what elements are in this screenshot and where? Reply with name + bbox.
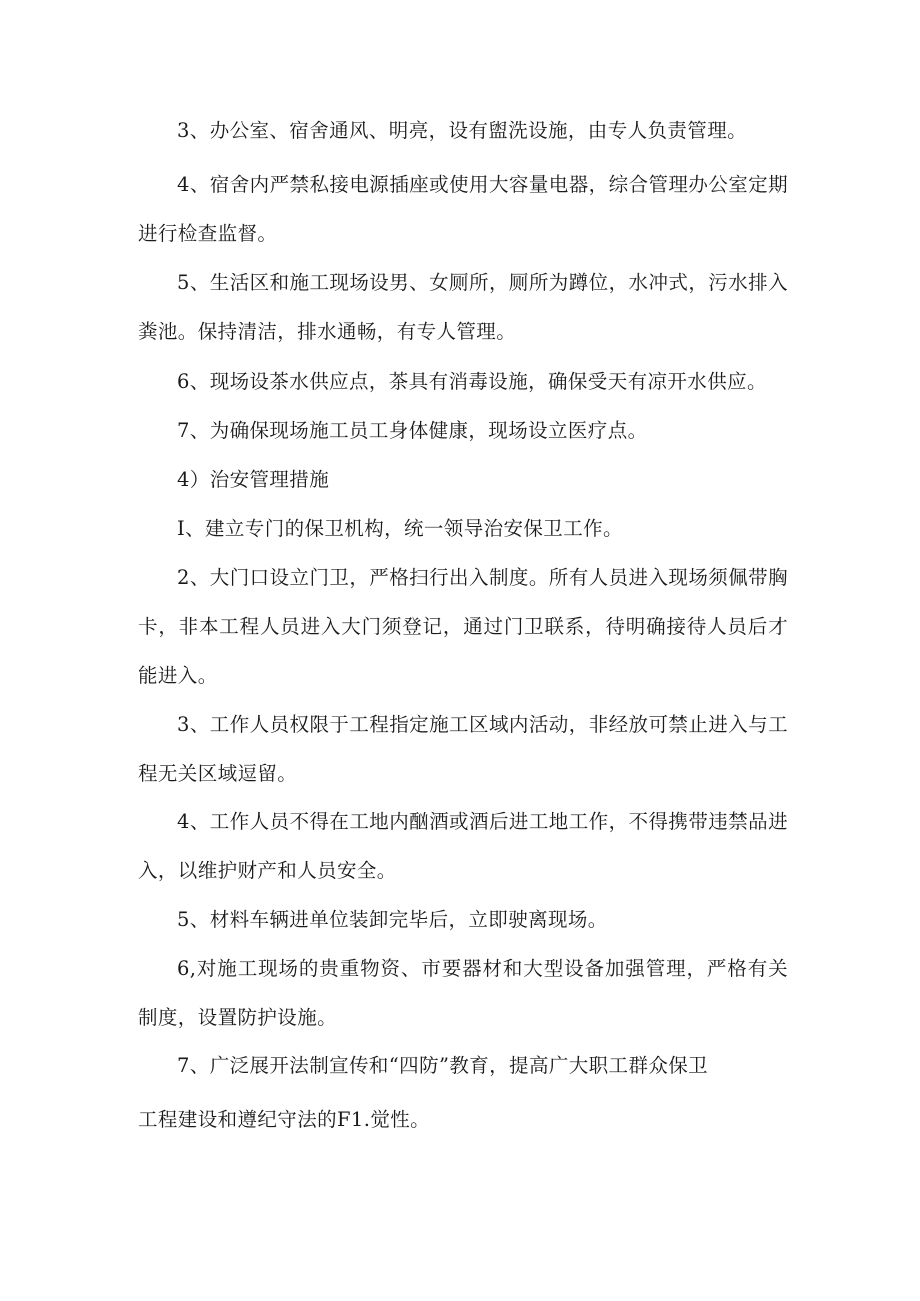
paragraph-line: 制度，设置防护设施。 <box>138 1006 338 1029</box>
paragraph-line: 入，以维护财产和人员安全。 <box>138 859 397 882</box>
paragraph-line: 卡，非本工程人员进入大门须登记，通过门卫联系，待明确接待人员后才 <box>138 615 788 638</box>
paragraph-line: 2、大门口设立门卫，严格扫行出入制度。所有人员进入现场须佩带胸 <box>177 566 788 589</box>
section-heading-security-measures <box>138 455 788 504</box>
paragraph-alcohol-contraband <box>138 797 788 895</box>
paragraph-line: 粪池。保持清洁，排水通畅，有专人管理。 <box>138 320 517 343</box>
paragraph-tea-water-supply <box>138 357 788 406</box>
paragraph-toilets <box>138 258 788 356</box>
paragraph-line: I、建立专门的保卫机构，统一领导治安保卫工作。 <box>177 517 623 540</box>
paragraph-line: 4、工作人员不得在工地内酗酒或酒后进工地工作，不得携带违禁品进 <box>177 810 788 833</box>
paragraph-valuable-materials <box>138 944 788 1042</box>
paragraph-awareness <box>138 1095 788 1144</box>
paragraph-work-area-limits <box>138 700 788 798</box>
paragraph-line: 6,对施工现场的贵重物资、市要器材和大型设备加强管理，严格有关 <box>177 957 788 980</box>
paragraph-office-dormitory-ventilation <box>138 106 788 155</box>
paragraph-line: 工程建设和遵纪守法的F1.觉性。 <box>138 1108 431 1131</box>
paragraph-line: 3、办公室、宿舍通风、明亮，设有盥洗设施，由专人负责管理。 <box>177 119 748 142</box>
paragraph-line: 能进入。 <box>138 664 218 687</box>
paragraph-medical-point <box>138 406 788 455</box>
paragraph-line: 7、广泛展开法制宣传和“四防”教育，提高广大职工群众保卫 <box>177 1054 709 1077</box>
paragraph-line: 进行检查监督。 <box>138 222 278 245</box>
paragraph-line: 4、宿舍内严禁私接电源插座或使用大容量电器，综合管理办公室定期 <box>177 173 788 196</box>
paragraph-material-vehicles <box>138 895 788 944</box>
paragraph-line: 7、为确保现场施工员工身体健康，现场设立医疗点。 <box>177 419 648 442</box>
paragraph-legal-education <box>138 1041 788 1090</box>
paragraph-line: 6、现场设茶水供应点，茶具有消毒设施，确保受天有凉开水供应。 <box>177 370 767 393</box>
paragraph-security-organization <box>138 504 788 553</box>
paragraph-line: 5、生活区和施工现场设男、女厕所，厕所为蹲位，水冲式，污水排入 <box>177 271 788 294</box>
paragraph-line: 3、工作人员权限于工程指定施工区域内活动，非经放可禁止进入与工 <box>177 713 788 736</box>
paragraph-dormitory-electrical-ban <box>138 160 788 258</box>
paragraph-line: 程无关区域逗留。 <box>138 762 298 785</box>
paragraph-line: 5、材料车辆进单位装卸完毕后，立即驶离现场。 <box>177 908 608 931</box>
section-heading: 4）治安管理措施 <box>177 468 330 491</box>
paragraph-gate-guard <box>138 553 788 700</box>
